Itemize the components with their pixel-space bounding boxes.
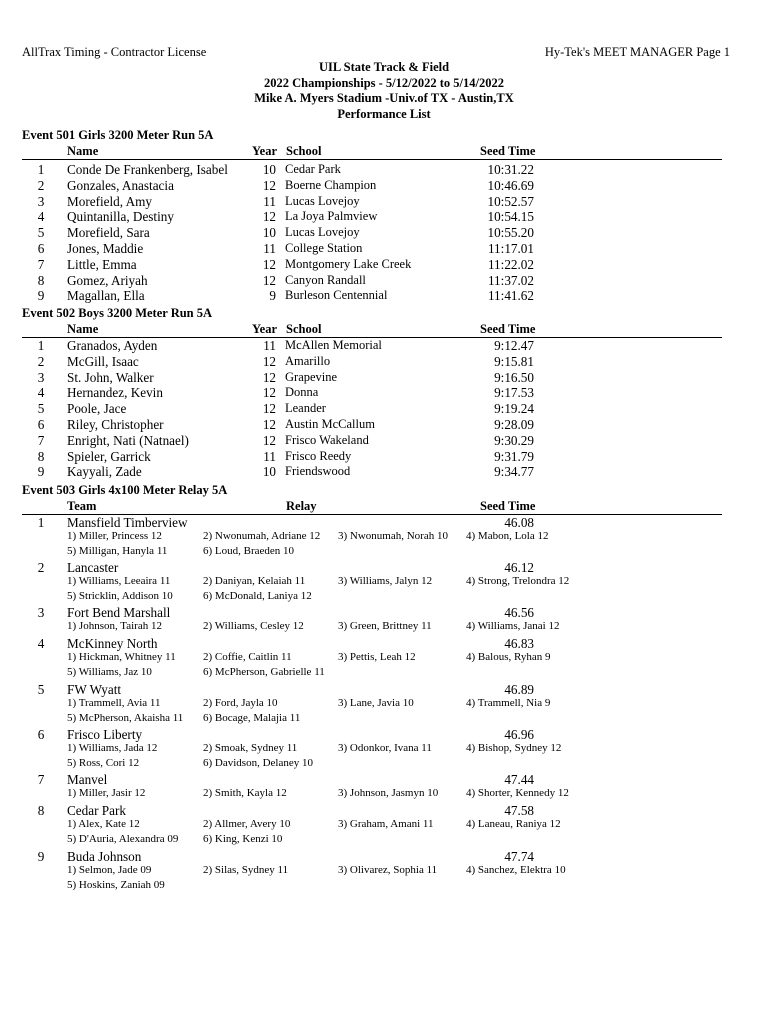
year-cell: 11: [263, 241, 276, 256]
place-cell: 8: [37, 448, 45, 464]
header-right: Hy-Tek's MEET MANAGER Page 1: [544, 45, 730, 59]
seed-time: 10:46.69: [487, 177, 534, 193]
relay-leg: 5) Williams, Jaz 10: [67, 666, 152, 678]
relay-leg: 3) Olivarez, Sophia 11: [338, 864, 438, 876]
place-cell: 5: [37, 225, 45, 241]
athlete-name: St. John, Walker: [67, 369, 154, 385]
school-cell: Austin McCallum: [285, 417, 375, 431]
table-row: [0, 162, 768, 178]
col-header-name: Name: [67, 144, 99, 158]
table-row: [0, 354, 768, 370]
seed-time: 11:37.02: [487, 272, 534, 288]
seed-time: 46.83: [504, 636, 534, 651]
place-cell: 3: [37, 193, 45, 209]
seed-time: 9:30.29: [494, 432, 534, 448]
relay-leg: 6) Loud, Braeden 10: [203, 545, 295, 557]
col-header-school: School: [286, 144, 322, 158]
year-cell: 12: [262, 417, 276, 432]
team-name: Frisco Liberty: [67, 727, 143, 742]
relay-leg: 2) Daniyan, Kelaiah 11: [203, 575, 306, 587]
year-cell: 11: [263, 338, 276, 353]
athlete-name: Gomez, Ariyah: [67, 272, 148, 288]
relay-leg: 4) Shorter, Kennedy 12: [466, 787, 569, 799]
table-row: [0, 401, 768, 417]
relay-leg: 3) Graham, Amani 11: [338, 818, 434, 830]
col-header-seed: Seed Time: [480, 144, 536, 158]
place-cell: 5: [37, 401, 45, 417]
place-cell: 1: [37, 162, 45, 177]
col-header-name: Name: [67, 322, 99, 336]
team-name: FW Wyatt: [67, 682, 122, 697]
relay-leg: 2) Williams, Cesley 12: [203, 620, 304, 632]
place-cell: 9: [37, 464, 45, 480]
place-cell: 2: [37, 177, 45, 193]
relay-leg: 2) Coffie, Caitlin 11: [203, 651, 292, 663]
relay-leg: 1) Williams, Jada 12: [67, 742, 158, 754]
school-cell: Leander: [285, 401, 326, 416]
school-cell: Lucas Lovejoy: [285, 193, 360, 208]
place-cell: 4: [37, 209, 45, 225]
place-cell: 3: [37, 605, 45, 620]
relay-leg: 2) Nwonumah, Adriane 12: [203, 530, 321, 542]
year-cell: 11: [263, 193, 276, 209]
seed-time: 10:54.15: [487, 209, 534, 225]
place-cell: 5: [37, 682, 45, 697]
place-cell: 9: [37, 288, 45, 304]
table-row: [0, 417, 768, 433]
meet-dates: 2022 Championships - 5/12/2022 to 5/14/2022: [264, 75, 504, 90]
athlete-name: Magallan, Ella: [67, 288, 145, 304]
seed-time: 10:52.57: [487, 193, 534, 209]
year-cell: 12: [262, 385, 276, 401]
table-row: [0, 433, 768, 449]
relay-leg: 3) Odonkor, Ivana 11: [338, 742, 432, 754]
relay-leg: 1) Trammell, Avia 11: [67, 697, 161, 709]
year-cell: 12: [262, 256, 276, 272]
year-cell: 10: [262, 162, 276, 177]
athlete-name: Riley, Christopher: [67, 417, 164, 432]
meet-title: UIL State Track & Field: [318, 60, 450, 74]
relay-leg: 4) Sanchez, Elektra 10: [466, 864, 566, 876]
relay-leg: 1) Miller, Princess 12: [67, 530, 162, 542]
place-cell: 6: [37, 417, 45, 432]
school-cell: Grapevine: [285, 369, 338, 384]
meet-title-block: [0, 60, 768, 122]
table-row: [0, 338, 768, 354]
seed-time: 9:19.24: [494, 401, 534, 417]
table-row: [0, 370, 768, 386]
relay-leg: 6) Bocage, Malajia 11: [203, 712, 301, 724]
relay-leg: 1) Williams, Leeaira 11: [67, 575, 171, 587]
athlete-name: Granados, Ayden: [67, 338, 158, 353]
relay-leg: 1) Hickman, Whitney 11: [67, 651, 176, 663]
school-cell: Cedar Park: [285, 162, 341, 176]
athlete-name: Morefield, Sara: [67, 225, 150, 241]
year-cell: 10: [262, 225, 276, 241]
place-cell: 1: [37, 515, 45, 530]
place-cell: 3: [37, 369, 45, 385]
table-row: [0, 273, 768, 289]
year-cell: 10: [262, 464, 276, 480]
relay-leg: 3) Johnson, Jasmyn 10: [338, 787, 439, 799]
relay-leg: 3) Williams, Jalyn 12: [338, 575, 433, 587]
seed-time: 47.58: [504, 803, 534, 818]
relay-leg: 6) McPherson, Gabrielle 11: [203, 666, 325, 678]
seed-time: 47.44: [504, 772, 534, 787]
event-title: Event 503 Girls 4x100 Meter Relay 5A: [22, 483, 228, 497]
place-cell: 6: [37, 727, 45, 742]
table-row: [0, 194, 768, 210]
col-header-relay: Relay: [286, 499, 317, 513]
year-cell: 9: [269, 288, 276, 304]
year-cell: 12: [262, 353, 276, 369]
seed-time: 47.74: [504, 849, 534, 864]
table-row: [0, 178, 768, 194]
relay-leg: 1) Johnson, Tairah 12: [67, 620, 162, 632]
athlete-name: Hernandez, Kevin: [67, 385, 163, 401]
relay-leg: 5) McPherson, Akaisha 11: [67, 712, 184, 724]
seed-time: 9:15.81: [494, 353, 534, 369]
relay-leg: 2) Allmer, Avery 10: [203, 818, 291, 830]
school-cell: Frisco Reedy: [285, 448, 352, 463]
place-cell: 1: [37, 338, 45, 353]
athlete-name: Little, Emma: [67, 256, 137, 272]
relay-leg: 5) Stricklin, Addison 10: [67, 590, 173, 602]
col-header-year: Year: [252, 322, 277, 336]
place-cell: 8: [37, 272, 45, 288]
team-name: Fort Bend Marshall: [67, 605, 171, 620]
year-cell: 12: [262, 209, 276, 225]
relay-leg: 1) Selmon, Jade 09: [67, 864, 152, 876]
relay-leg: 1) Miller, Jasir 12: [67, 787, 146, 799]
table-row: [0, 209, 768, 225]
school-cell: Boerne Champion: [285, 177, 377, 192]
relay-leg: 4) Bishop, Sydney 12: [466, 742, 562, 754]
seed-time: 46.89: [504, 682, 534, 697]
col-header-seed: Seed Time: [480, 322, 536, 336]
school-cell: Friendswood: [285, 464, 351, 479]
relay-leg: 5) D'Auria, Alexandra 09: [67, 833, 179, 845]
col-header-year: Year: [252, 144, 277, 158]
relay-leg: 6) Davidson, Delaney 10: [203, 757, 313, 769]
relay-leg: 2) Ford, Jayla 10: [203, 697, 278, 709]
relay-leg: 2) Silas, Sydney 11: [203, 864, 289, 876]
seed-time: 9:17.53: [494, 385, 534, 401]
year-cell: 12: [262, 432, 276, 448]
table-row: [0, 385, 768, 401]
header-rule: [22, 159, 722, 160]
place-cell: 7: [37, 432, 45, 448]
relay-leg: 2) Smoak, Sydney 11: [203, 742, 298, 754]
list-title: Performance List: [337, 106, 431, 121]
relay-leg: 3) Green, Brittney 11: [338, 620, 432, 632]
relay-leg: 5) Hoskins, Zaniah 09: [67, 879, 165, 891]
relay-leg: 4) Strong, Trelondra 12: [466, 575, 570, 587]
table-row: [0, 257, 768, 273]
school-cell: Montgomery Lake Creek: [285, 256, 412, 271]
table-row: [0, 241, 768, 257]
school-cell: College Station: [285, 241, 363, 255]
seed-time: 9:31.79: [494, 448, 534, 464]
place-cell: 8: [37, 803, 45, 818]
school-cell: Burleson Centennial: [285, 288, 388, 303]
year-cell: 12: [262, 369, 276, 385]
relay-leg: 3) Lane, Javia 10: [338, 697, 414, 709]
relay-leg: 2) Smith, Kayla 12: [203, 787, 287, 799]
relay-leg: 4) Trammell, Nia 9: [466, 697, 551, 709]
relay-leg: 4) Laneau, Raniya 12: [466, 818, 561, 830]
team-name: McKinney North: [67, 636, 158, 651]
seed-time: 11:17.01: [487, 241, 534, 256]
table-row: [0, 288, 768, 304]
place-cell: 4: [37, 385, 45, 401]
relay-leg: 4) Mabon, Lola 12: [466, 530, 549, 542]
event-title: Event 501 Girls 3200 Meter Run 5A: [22, 128, 214, 142]
team-name: Manvel: [67, 772, 108, 787]
school-cell: La Joya Palmview: [285, 209, 378, 224]
col-header-seed: Seed Time: [480, 499, 536, 513]
event-title: Event 502 Boys 3200 Meter Run 5A: [22, 306, 213, 320]
athlete-name: Gonzales, Anastacia: [67, 177, 174, 193]
athlete-name: Enright, Nati (Natnael): [67, 432, 189, 448]
seed-time: 9:34.77: [494, 464, 534, 480]
seed-time: 46.08: [504, 515, 534, 530]
team-name: Cedar Park: [67, 803, 126, 818]
athlete-name: Kayyali, Zade: [67, 464, 142, 480]
place-cell: 9: [37, 849, 45, 864]
relay-leg: 5) Milligan, Hanyla 11: [67, 545, 168, 557]
place-cell: 6: [37, 241, 45, 256]
relay-leg: 6) King, Kenzi 10: [203, 833, 283, 845]
school-cell: Lucas Lovejoy: [285, 225, 360, 240]
seed-time: 9:28.09: [494, 417, 534, 432]
place-cell: 2: [37, 353, 45, 369]
seed-time: 46.56: [504, 605, 534, 620]
seed-time: 11:22.02: [487, 256, 534, 272]
seed-time: 46.96: [504, 727, 534, 742]
place-cell: 2: [37, 560, 45, 575]
seed-time: 10:55.20: [487, 225, 534, 241]
table-row: [0, 225, 768, 241]
seed-time: 9:16.50: [494, 369, 534, 385]
athlete-name: Jones, Maddie: [67, 241, 144, 256]
relay-leg: 1) Alex, Kate 12: [67, 818, 140, 830]
year-cell: 11: [263, 448, 276, 464]
athlete-name: Spieler, Garrick: [67, 448, 151, 464]
school-cell: Frisco Wakeland: [285, 432, 369, 447]
table-row: [0, 464, 768, 480]
school-cell: Donna: [285, 385, 319, 400]
relay-leg: 4) Balous, Ryhan 9: [466, 651, 551, 663]
athlete-name: Conde De Frankenberg, Isabel: [67, 162, 228, 177]
relay-leg: 5) Ross, Cori 12: [67, 757, 140, 769]
year-cell: 12: [262, 401, 276, 417]
team-name: Mansfield Timberview: [67, 515, 188, 530]
seed-time: 46.12: [504, 560, 534, 575]
place-cell: 4: [37, 636, 45, 651]
col-header-school: School: [286, 322, 322, 336]
school-cell: McAllen Memorial: [285, 338, 382, 352]
year-cell: 12: [262, 272, 276, 288]
team-name: Lancaster: [67, 560, 119, 575]
athlete-name: Quintanilla, Destiny: [67, 209, 174, 225]
athlete-name: Morefield, Amy: [67, 193, 152, 209]
school-cell: Amarillo: [285, 353, 331, 368]
place-cell: 7: [37, 256, 45, 272]
seed-time: 10:31.22: [487, 162, 534, 177]
seed-time: 9:12.47: [494, 338, 534, 353]
athlete-name: Poole, Jace: [67, 401, 127, 417]
col-header-team: Team: [67, 499, 97, 513]
header-left: AllTrax Timing - Contractor License: [22, 45, 207, 59]
year-cell: 12: [262, 177, 276, 193]
place-cell: 7: [37, 772, 45, 787]
relay-leg: 3) Nwonumah, Norah 10: [338, 530, 448, 542]
school-cell: Canyon Randall: [285, 272, 366, 287]
relay-leg: 6) McDonald, Laniya 12: [203, 590, 312, 602]
table-row: [0, 449, 768, 465]
meet-venue: Mike A. Myers Stadium -Univ.of TX - Austin,TX: [254, 91, 514, 105]
seed-time: 11:41.62: [487, 288, 534, 304]
team-name: Buda Johnson: [67, 849, 142, 864]
athlete-name: McGill, Isaac: [67, 353, 139, 369]
relay-leg: 3) Pettis, Leah 12: [338, 651, 416, 663]
relay-leg: 4) Williams, Janai 12: [466, 620, 560, 632]
